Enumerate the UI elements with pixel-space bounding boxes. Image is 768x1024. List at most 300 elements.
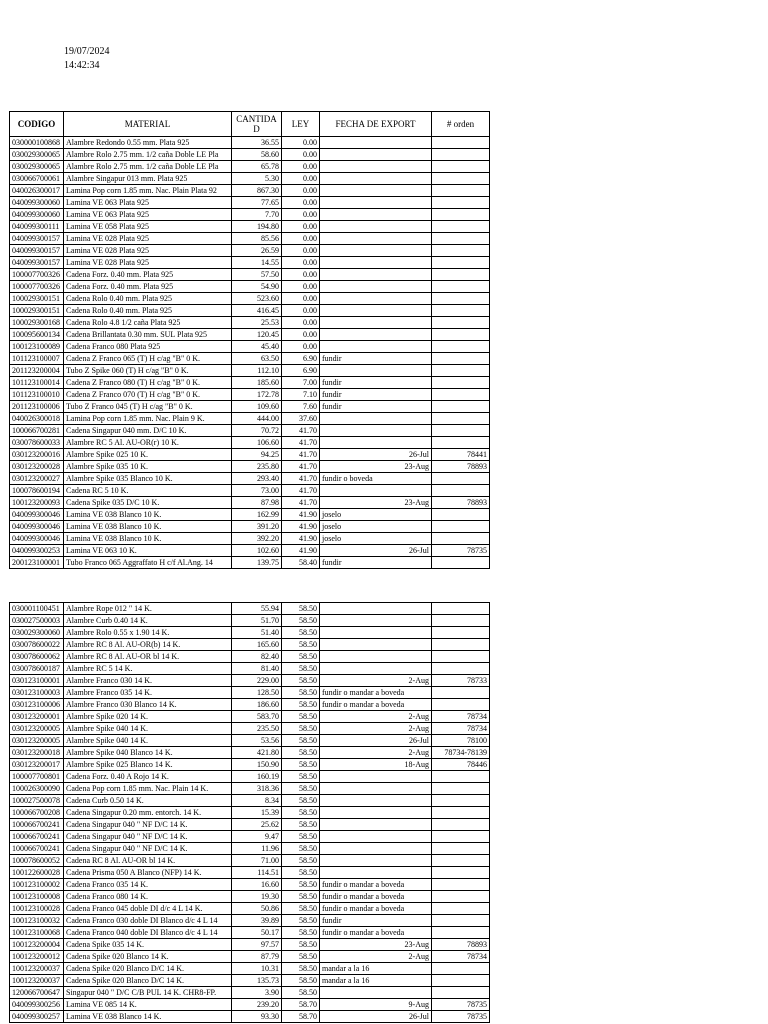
- cell-cantidad: 3.90: [232, 987, 282, 999]
- cell-fecha: [320, 305, 432, 317]
- cell-fecha: [320, 257, 432, 269]
- cell-ley: 58.50: [282, 867, 320, 879]
- cell-cantidad: 391.20: [232, 521, 282, 533]
- cell-codigo: 030001100451: [10, 603, 64, 615]
- cell-cantidad: 26.59: [232, 245, 282, 257]
- cell-material: Lamina Pop corn 1.85 mm. Nac. Plain Plata 92: [64, 185, 232, 197]
- table-row: [10, 401, 490, 413]
- cell-ley: 58.50: [282, 819, 320, 831]
- cell-cantidad: 82.40: [232, 651, 282, 663]
- cell-cantidad: 421.80: [232, 747, 282, 759]
- cell-fecha: 9-Aug: [320, 999, 432, 1011]
- cell-orden: [432, 795, 490, 807]
- cell-ley: 0.00: [282, 173, 320, 185]
- cell-material: Tubo Franco 065 Aggraffato H c/f Al.Ang. 14: [64, 557, 232, 569]
- cell-orden: [432, 557, 490, 569]
- cell-codigo: 100007700326: [10, 269, 64, 281]
- cell-codigo: 030066700061: [10, 173, 64, 185]
- cell-cantidad: 11.96: [232, 843, 282, 855]
- cell-codigo: 030123100006: [10, 699, 64, 711]
- cell-cantidad: 63.50: [232, 353, 282, 365]
- table-row: [10, 867, 490, 879]
- cell-codigo: 100122600028: [10, 867, 64, 879]
- cell-orden: [432, 975, 490, 987]
- cell-cantidad: 186.60: [232, 699, 282, 711]
- cell-fecha: [320, 795, 432, 807]
- cell-fecha: fundir o mandar a boveda: [320, 699, 432, 711]
- cell-fecha: [320, 209, 432, 221]
- cell-material: Lamina VE 038 Blanco 14 K.: [64, 1011, 232, 1023]
- cell-ley: 58.50: [282, 627, 320, 639]
- cell-ley: 0.00: [282, 245, 320, 257]
- cell-codigo: 100123100032: [10, 915, 64, 927]
- cell-orden: [432, 137, 490, 149]
- cell-orden: [432, 687, 490, 699]
- cell-orden: [432, 185, 490, 197]
- cell-codigo: 100066700281: [10, 425, 64, 437]
- cell-cantidad: 25.53: [232, 317, 282, 329]
- cell-cantidad: 36.55: [232, 137, 282, 149]
- cell-material: Lamina VE 038 Blanco 10 K.: [64, 521, 232, 533]
- table-row: [10, 639, 490, 651]
- cell-codigo: 100123100028: [10, 903, 64, 915]
- cell-material: Cadena Z Franco 080 (T) H c/ag "B" 0 K.: [64, 377, 232, 389]
- cell-ley: 58.50: [282, 759, 320, 771]
- cell-fecha: [320, 603, 432, 615]
- cell-ley: 58.70: [282, 1011, 320, 1023]
- cell-material: Cadena Franco 040 doble DI Blanco d/c 4 L 14: [64, 927, 232, 939]
- cell-codigo: 100029300151: [10, 305, 64, 317]
- header-fecha: FECHA DE EXPORT: [320, 112, 432, 137]
- cell-codigo: 120066700647: [10, 987, 64, 999]
- cell-ley: 58.50: [282, 879, 320, 891]
- table-row: [10, 281, 490, 293]
- cell-fecha: 2-Aug: [320, 723, 432, 735]
- cell-orden: [432, 377, 490, 389]
- cell-codigo: 030000100868: [10, 137, 64, 149]
- table-row: [10, 305, 490, 317]
- cell-fecha: 18-Aug: [320, 759, 432, 771]
- cell-ley: 0.00: [282, 317, 320, 329]
- cell-fecha: [320, 233, 432, 245]
- cell-cantidad: 160.19: [232, 771, 282, 783]
- cell-codigo: 040099300111: [10, 221, 64, 233]
- table-row: [10, 353, 490, 365]
- cell-ley: 58.50: [282, 675, 320, 687]
- cell-material: Cadena Singapur 040 mm. D/C 10 K.: [64, 425, 232, 437]
- cell-ley: 58.50: [282, 699, 320, 711]
- cell-orden: [432, 843, 490, 855]
- cell-fecha: 26-Jul: [320, 1011, 432, 1023]
- cell-cantidad: 150.90: [232, 759, 282, 771]
- cell-cantidad: 87.79: [232, 951, 282, 963]
- cell-cantidad: 39.89: [232, 915, 282, 927]
- cell-cantidad: 8.34: [232, 795, 282, 807]
- table-row: [10, 329, 490, 341]
- cell-fecha: [320, 639, 432, 651]
- cell-orden: 78735: [432, 1011, 490, 1023]
- header-cantidad: CANTIDA D: [232, 112, 282, 137]
- cell-codigo: 100123100002: [10, 879, 64, 891]
- cell-ley: 58.50: [282, 603, 320, 615]
- cell-orden: [432, 221, 490, 233]
- cell-material: Cadena Spike 035 D/C 10 K.: [64, 497, 232, 509]
- cell-fecha: fundir: [320, 389, 432, 401]
- cell-orden: 78734: [432, 951, 490, 963]
- cell-fecha: 23-Aug: [320, 461, 432, 473]
- cell-material: Lamina VE 063 Plata 925: [64, 197, 232, 209]
- cell-ley: 41.90: [282, 545, 320, 557]
- cell-material: Lamina VE 038 Blanco 10 K.: [64, 509, 232, 521]
- cell-cantidad: 172.78: [232, 389, 282, 401]
- table-row: [10, 341, 490, 353]
- cell-cantidad: 94.25: [232, 449, 282, 461]
- cell-cantidad: 16.60: [232, 879, 282, 891]
- cell-fecha: [320, 173, 432, 185]
- cell-ley: 58.50: [282, 687, 320, 699]
- cell-cantidad: 7.70: [232, 209, 282, 221]
- table-row: [10, 723, 490, 735]
- report-date: 19/07/2024: [64, 46, 110, 57]
- cell-orden: 78734-78139: [432, 747, 490, 759]
- cell-orden: [432, 209, 490, 221]
- cell-codigo: 100123200004: [10, 939, 64, 951]
- cell-codigo: 201123200004: [10, 365, 64, 377]
- table-row: [10, 473, 490, 485]
- cell-fecha: 26-Jul: [320, 449, 432, 461]
- table-row: [10, 221, 490, 233]
- cell-orden: [432, 401, 490, 413]
- cell-orden: [432, 437, 490, 449]
- table-row: [10, 461, 490, 473]
- cell-fecha: 26-Jul: [320, 735, 432, 747]
- cell-material: Tubo Z Franco 045 (T) H c/ag "B" 0 K.: [64, 401, 232, 413]
- cell-fecha: [320, 437, 432, 449]
- cell-fecha: [320, 221, 432, 233]
- cell-orden: 78446: [432, 759, 490, 771]
- cell-orden: [432, 855, 490, 867]
- cell-orden: [432, 233, 490, 245]
- cell-fecha: fundir: [320, 915, 432, 927]
- table-header-row: [10, 112, 490, 137]
- cell-material: Alambre Franco 030 Blanco 14 K.: [64, 699, 232, 711]
- cell-codigo: 040099300253: [10, 545, 64, 557]
- cell-codigo: 030078600187: [10, 663, 64, 675]
- cell-fecha: fundir: [320, 557, 432, 569]
- cell-fecha: [320, 663, 432, 675]
- table-row: [10, 627, 490, 639]
- cell-fecha: 23-Aug: [320, 939, 432, 951]
- cell-orden: [432, 615, 490, 627]
- cell-ley: 58.40: [282, 557, 320, 569]
- cell-material: Cadena Singapur 040 " NF D/C 14 K.: [64, 819, 232, 831]
- cell-cantidad: 102.60: [232, 545, 282, 557]
- cell-fecha: [320, 425, 432, 437]
- cell-ley: 41.90: [282, 509, 320, 521]
- cell-material: Cadena Spike 020 Blanco D/C 14 K.: [64, 963, 232, 975]
- cell-material: Cadena Singapur 0.20 mm. entorch. 14 K.: [64, 807, 232, 819]
- cell-codigo: 040099300157: [10, 257, 64, 269]
- cell-codigo: 100066700241: [10, 819, 64, 831]
- report-time: 14:42:34: [64, 60, 100, 71]
- cell-material: Alambre Spike 040 14 K.: [64, 735, 232, 747]
- cell-orden: [432, 329, 490, 341]
- cell-fecha: [320, 161, 432, 173]
- cell-cantidad: 165.60: [232, 639, 282, 651]
- cell-fecha: fundir o mandar a boveda: [320, 891, 432, 903]
- inventory-table-2: [9, 602, 490, 1023]
- cell-orden: [432, 509, 490, 521]
- cell-material: Alambre RC 8 Al. AU-OR(b) 14 K.: [64, 639, 232, 651]
- table-row: [10, 939, 490, 951]
- cell-material: Lamina VE 028 Plata 925: [64, 257, 232, 269]
- cell-ley: 0.00: [282, 257, 320, 269]
- cell-fecha: [320, 807, 432, 819]
- table-row: [10, 413, 490, 425]
- cell-codigo: 100123200037: [10, 975, 64, 987]
- cell-material: Cadena RC 5 10 K.: [64, 485, 232, 497]
- cell-orden: 78733: [432, 675, 490, 687]
- cell-cantidad: 583.70: [232, 711, 282, 723]
- cell-orden: [432, 293, 490, 305]
- table-row: [10, 711, 490, 723]
- table-row: [10, 137, 490, 149]
- cell-cantidad: 10.31: [232, 963, 282, 975]
- cell-cantidad: 135.73: [232, 975, 282, 987]
- cell-material: Alambre RC 5 Al. AU-OR(r) 10 K.: [64, 437, 232, 449]
- table-row: [10, 771, 490, 783]
- cell-ley: 41.70: [282, 473, 320, 485]
- cell-fecha: fundir o mandar a boveda: [320, 687, 432, 699]
- table-row: [10, 663, 490, 675]
- table-row: [10, 437, 490, 449]
- cell-cantidad: 867.30: [232, 185, 282, 197]
- cell-cantidad: 73.00: [232, 485, 282, 497]
- cell-fecha: mandar a la 16: [320, 963, 432, 975]
- cell-orden: [432, 651, 490, 663]
- table-row: [10, 783, 490, 795]
- table-row: [10, 317, 490, 329]
- cell-codigo: 030123200001: [10, 711, 64, 723]
- cell-codigo: 030029300060: [10, 627, 64, 639]
- cell-material: Cadena Singapur 040 " NF D/C 14 K.: [64, 843, 232, 855]
- cell-codigo: 100123200093: [10, 497, 64, 509]
- cell-material: Lamina VE 028 Plata 925: [64, 245, 232, 257]
- cell-cantidad: 25.62: [232, 819, 282, 831]
- header-ley: LEY: [282, 112, 320, 137]
- cell-codigo: 101123100007: [10, 353, 64, 365]
- cell-cantidad: 128.50: [232, 687, 282, 699]
- table-row: [10, 651, 490, 663]
- cell-codigo: 030123200005: [10, 735, 64, 747]
- cell-cantidad: 523.60: [232, 293, 282, 305]
- cell-orden: [432, 891, 490, 903]
- cell-material: Cadena Rolo 0.40 mm. Plata 925: [64, 305, 232, 317]
- cell-ley: 58.50: [282, 987, 320, 999]
- table-row: [10, 161, 490, 173]
- cell-material: Alambre Rolo 2.75 mm. 1/2 caña Doble LE Pla: [64, 149, 232, 161]
- cell-fecha: [320, 245, 432, 257]
- cell-ley: 58.50: [282, 651, 320, 663]
- cell-ley: 58.50: [282, 951, 320, 963]
- cell-codigo: 100007700326: [10, 281, 64, 293]
- cell-codigo: 030123100003: [10, 687, 64, 699]
- cell-material: Alambre Spike 020 14 K.: [64, 711, 232, 723]
- header-material: MATERIAL: [64, 112, 232, 137]
- cell-fecha: joselo: [320, 509, 432, 521]
- cell-cantidad: 14.55: [232, 257, 282, 269]
- cell-fecha: [320, 867, 432, 879]
- cell-orden: [432, 413, 490, 425]
- cell-codigo: 100029300151: [10, 293, 64, 305]
- cell-fecha: [320, 365, 432, 377]
- cell-codigo: 100026300090: [10, 783, 64, 795]
- cell-orden: [432, 867, 490, 879]
- cell-material: Lamina Pop corn 1.85 mm. Nac. Plain 9 K.: [64, 413, 232, 425]
- table-row: [10, 485, 490, 497]
- cell-codigo: 030029300065: [10, 149, 64, 161]
- cell-material: Lamina VE 028 Plata 925: [64, 233, 232, 245]
- table-row: [10, 197, 490, 209]
- cell-ley: 0.00: [282, 197, 320, 209]
- cell-material: Alambre Spike 040 14 K.: [64, 723, 232, 735]
- cell-codigo: 030123200027: [10, 473, 64, 485]
- table-row: [10, 975, 490, 987]
- cell-material: Cadena Spike 020 Blanco 14 K.: [64, 951, 232, 963]
- table-row: [10, 245, 490, 257]
- cell-orden: [432, 317, 490, 329]
- cell-material: Cadena Spike 035 14 K.: [64, 939, 232, 951]
- cell-fecha: fundir o mandar a boveda: [320, 903, 432, 915]
- table-row: [10, 999, 490, 1011]
- table-row: [10, 425, 490, 437]
- header-codigo: CODIGO: [10, 112, 64, 137]
- cell-codigo: 040026300018: [10, 413, 64, 425]
- cell-ley: 0.00: [282, 149, 320, 161]
- cell-orden: [432, 473, 490, 485]
- cell-material: Alambre Spike 040 Blanco 14 K.: [64, 747, 232, 759]
- cell-cantidad: 57.50: [232, 269, 282, 281]
- cell-material: Cadena Franco 030 doble DI Blanco d/c 4 L 14: [64, 915, 232, 927]
- cell-material: Alambre Curb 0.40 14 K.: [64, 615, 232, 627]
- cell-cantidad: 50.86: [232, 903, 282, 915]
- cell-fecha: [320, 831, 432, 843]
- cell-ley: 58.50: [282, 639, 320, 651]
- cell-codigo: 100007700801: [10, 771, 64, 783]
- cell-cantidad: 185.60: [232, 377, 282, 389]
- table-row: [10, 269, 490, 281]
- cell-cantidad: 15.39: [232, 807, 282, 819]
- cell-material: Cadena Forz. 0.40 mm. Plata 925: [64, 281, 232, 293]
- cell-fecha: 2-Aug: [320, 747, 432, 759]
- table-body-2: [10, 603, 490, 1023]
- cell-orden: [432, 281, 490, 293]
- table-row: [10, 377, 490, 389]
- cell-ley: 0.00: [282, 329, 320, 341]
- cell-fecha: [320, 341, 432, 353]
- table-row: [10, 687, 490, 699]
- cell-material: Alambre Spike 025 10 K.: [64, 449, 232, 461]
- cell-cantidad: 93.30: [232, 1011, 282, 1023]
- cell-cantidad: 81.40: [232, 663, 282, 675]
- cell-ley: 58.50: [282, 723, 320, 735]
- cell-fecha: 26-Jul: [320, 545, 432, 557]
- cell-orden: 78734: [432, 711, 490, 723]
- cell-orden: [432, 425, 490, 437]
- cell-codigo: 100095600134: [10, 329, 64, 341]
- cell-fecha: [320, 987, 432, 999]
- cell-ley: 58.50: [282, 903, 320, 915]
- cell-cantidad: 293.40: [232, 473, 282, 485]
- cell-cantidad: 106.60: [232, 437, 282, 449]
- cell-orden: 78893: [432, 939, 490, 951]
- cell-material: Cadena Z Franco 065 (T) H c/ag "B" 0 K.: [64, 353, 232, 365]
- cell-fecha: [320, 149, 432, 161]
- cell-fecha: [320, 317, 432, 329]
- cell-material: Cadena Rolo 0.40 mm. Plata 925: [64, 293, 232, 305]
- table-row: [10, 879, 490, 891]
- cell-fecha: [320, 843, 432, 855]
- table-row: [10, 843, 490, 855]
- cell-fecha: 2-Aug: [320, 675, 432, 687]
- cell-ley: 41.90: [282, 533, 320, 545]
- cell-codigo: 030123200005: [10, 723, 64, 735]
- cell-fecha: [320, 855, 432, 867]
- cell-codigo: 200123100001: [10, 557, 64, 569]
- cell-orden: [432, 819, 490, 831]
- cell-ley: 58.50: [282, 783, 320, 795]
- cell-codigo: 040099300256: [10, 999, 64, 1011]
- cell-cantidad: 120.45: [232, 329, 282, 341]
- cell-fecha: [320, 615, 432, 627]
- cell-cantidad: 416.45: [232, 305, 282, 317]
- cell-ley: 0.00: [282, 221, 320, 233]
- cell-cantidad: 97.57: [232, 939, 282, 951]
- cell-ley: 0.00: [282, 137, 320, 149]
- table-row: [10, 735, 490, 747]
- cell-ley: 58.50: [282, 975, 320, 987]
- cell-ley: 41.70: [282, 449, 320, 461]
- header-orden: # orden: [432, 112, 490, 137]
- cell-material: Tubo Z Spike 060 (T) H c/ag "B" 0 K.: [64, 365, 232, 377]
- cell-cantidad: 109.60: [232, 401, 282, 413]
- cell-codigo: 040099300060: [10, 209, 64, 221]
- table-row: [10, 819, 490, 831]
- cell-ley: 58.50: [282, 831, 320, 843]
- cell-ley: 7.60: [282, 401, 320, 413]
- cell-material: Alambre Franco 030 14 K.: [64, 675, 232, 687]
- cell-codigo: 040099300157: [10, 245, 64, 257]
- cell-fecha: 2-Aug: [320, 951, 432, 963]
- table-row: [10, 185, 490, 197]
- table-row: [10, 557, 490, 569]
- cell-material: Cadena Forz. 0.40 mm. Plata 925: [64, 269, 232, 281]
- cell-material: Lamina VE 063 10 K.: [64, 545, 232, 557]
- cell-material: Cadena Franco 080 14 K.: [64, 891, 232, 903]
- cell-orden: [432, 831, 490, 843]
- cell-orden: [432, 915, 490, 927]
- cell-cantidad: 55.94: [232, 603, 282, 615]
- table-row: [10, 675, 490, 687]
- cell-fecha: [320, 771, 432, 783]
- cell-ley: 0.00: [282, 281, 320, 293]
- cell-ley: 58.50: [282, 747, 320, 759]
- cell-codigo: 101123100014: [10, 377, 64, 389]
- cell-cantidad: 53.56: [232, 735, 282, 747]
- cell-codigo: 100029300168: [10, 317, 64, 329]
- cell-fecha: joselo: [320, 533, 432, 545]
- cell-material: Cadena Rolo 4.8 1/2 caña Plata 925: [64, 317, 232, 329]
